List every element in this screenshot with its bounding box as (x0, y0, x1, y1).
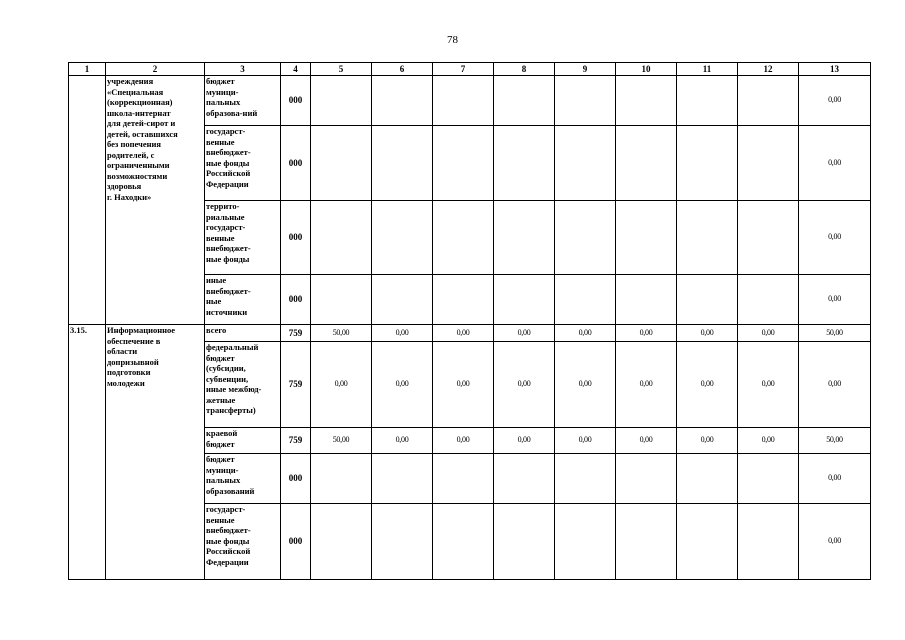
value-cell: 0,00 (555, 325, 616, 342)
column-header: 5 (311, 63, 372, 76)
total-cell: 0,00 (799, 275, 871, 325)
funding-source: государст- венные внебюджет- ные фонды Российской Федерации (205, 504, 281, 580)
activity-name: учреждения «Специальная (коррекционная) школа-интернат для детей-сирот и детей, оставшихся без попечения родителей, с ограниченными возможностями здоровья г. Находки» (106, 76, 205, 325)
total-cell: 50,00 (799, 428, 871, 454)
value-cell: 0,00 (433, 342, 494, 428)
funding-source: бюджет муници- пальных образова-ний (205, 76, 281, 126)
value-cell (494, 454, 555, 504)
value-cell: 0,00 (494, 342, 555, 428)
code-cell: 759 (281, 342, 311, 428)
column-header: 10 (616, 63, 677, 76)
row-number-cell (69, 76, 106, 325)
column-header: 9 (555, 63, 616, 76)
code-cell: 000 (281, 201, 311, 275)
column-header: 2 (106, 63, 205, 76)
funding-source: государст- венные внебюджет- ные фонды Российской Федерации (205, 126, 281, 201)
code-cell: 000 (281, 504, 311, 580)
value-cell (738, 504, 799, 580)
code-cell: 000 (281, 454, 311, 504)
code-cell: 759 (281, 325, 311, 342)
value-cell (494, 504, 555, 580)
value-cell: 0,00 (616, 325, 677, 342)
value-cell (555, 454, 616, 504)
value-cell: 0,00 (677, 428, 738, 454)
code-cell: 000 (281, 126, 311, 201)
budget-table (68, 62, 871, 580)
column-header: 6 (372, 63, 433, 76)
value-cell: 50,00 (311, 325, 372, 342)
funding-source: бюджет муници- пальных образований (205, 454, 281, 504)
total-cell: 0,00 (799, 201, 871, 275)
row-number-cell: 3.15. (69, 325, 106, 580)
value-cell (677, 454, 738, 504)
column-header: 13 (799, 63, 871, 76)
total-cell: 0,00 (799, 126, 871, 201)
value-cell: 0,00 (372, 342, 433, 428)
table-row (69, 325, 871, 342)
funding-source: иные внебюджет- ные источники (205, 275, 281, 325)
column-header: 7 (433, 63, 494, 76)
value-cell (372, 454, 433, 504)
header-row (69, 63, 871, 76)
value-cell (738, 454, 799, 504)
value-cell (311, 504, 372, 580)
value-cell: 0,00 (494, 325, 555, 342)
total-cell: 50,00 (799, 325, 871, 342)
value-cell: 0,00 (372, 325, 433, 342)
total-cell: 0,00 (799, 454, 871, 504)
value-cell (616, 454, 677, 504)
value-cell (311, 454, 372, 504)
value-cell: 0,00 (677, 325, 738, 342)
value-cell: 0,00 (738, 342, 799, 428)
column-header: 4 (281, 63, 311, 76)
value-cell: 0,00 (311, 342, 372, 428)
value-cell: 0,00 (555, 428, 616, 454)
value-cell: 0,00 (372, 428, 433, 454)
value-cell: 0,00 (555, 342, 616, 428)
column-header: 8 (494, 63, 555, 76)
value-cell (677, 504, 738, 580)
code-cell: 000 (281, 275, 311, 325)
value-cell: 0,00 (616, 428, 677, 454)
value-cell: 0,00 (433, 428, 494, 454)
value-cell (616, 504, 677, 580)
column-header: 1 (69, 63, 106, 76)
column-header: 3 (205, 63, 281, 76)
value-cell: 0,00 (738, 428, 799, 454)
value-cell (433, 454, 494, 504)
value-cell: 0,00 (677, 342, 738, 428)
code-cell: 759 (281, 428, 311, 454)
value-cell (555, 504, 616, 580)
funding-source: федеральный бюджет (субсидии, субвенции, иные межбюд- жетные трансферты) (205, 342, 281, 428)
value-cell: 0,00 (433, 325, 494, 342)
value-cell: 0,00 (738, 325, 799, 342)
value-cell (433, 504, 494, 580)
column-header: 12 (738, 63, 799, 76)
funding-source: всего (205, 325, 281, 342)
column-header: 11 (677, 63, 738, 76)
page-number: 78 (447, 34, 458, 46)
activity-name: Информационное обеспечение в области допризывной подготовки молодежи (106, 325, 205, 580)
total-cell: 0,00 (799, 76, 871, 126)
funding-source: краевой бюджет (205, 428, 281, 454)
value-cell: 50,00 (311, 428, 372, 454)
funding-source: террито- риальные государст- венные внебюджет- ные фонды (205, 201, 281, 275)
total-cell: 0,00 (799, 342, 871, 428)
value-cell (372, 504, 433, 580)
value-cell: 0,00 (616, 342, 677, 428)
code-cell: 000 (281, 76, 311, 126)
table-row (69, 76, 871, 126)
value-cell: 0,00 (494, 428, 555, 454)
total-cell: 0,00 (799, 504, 871, 580)
